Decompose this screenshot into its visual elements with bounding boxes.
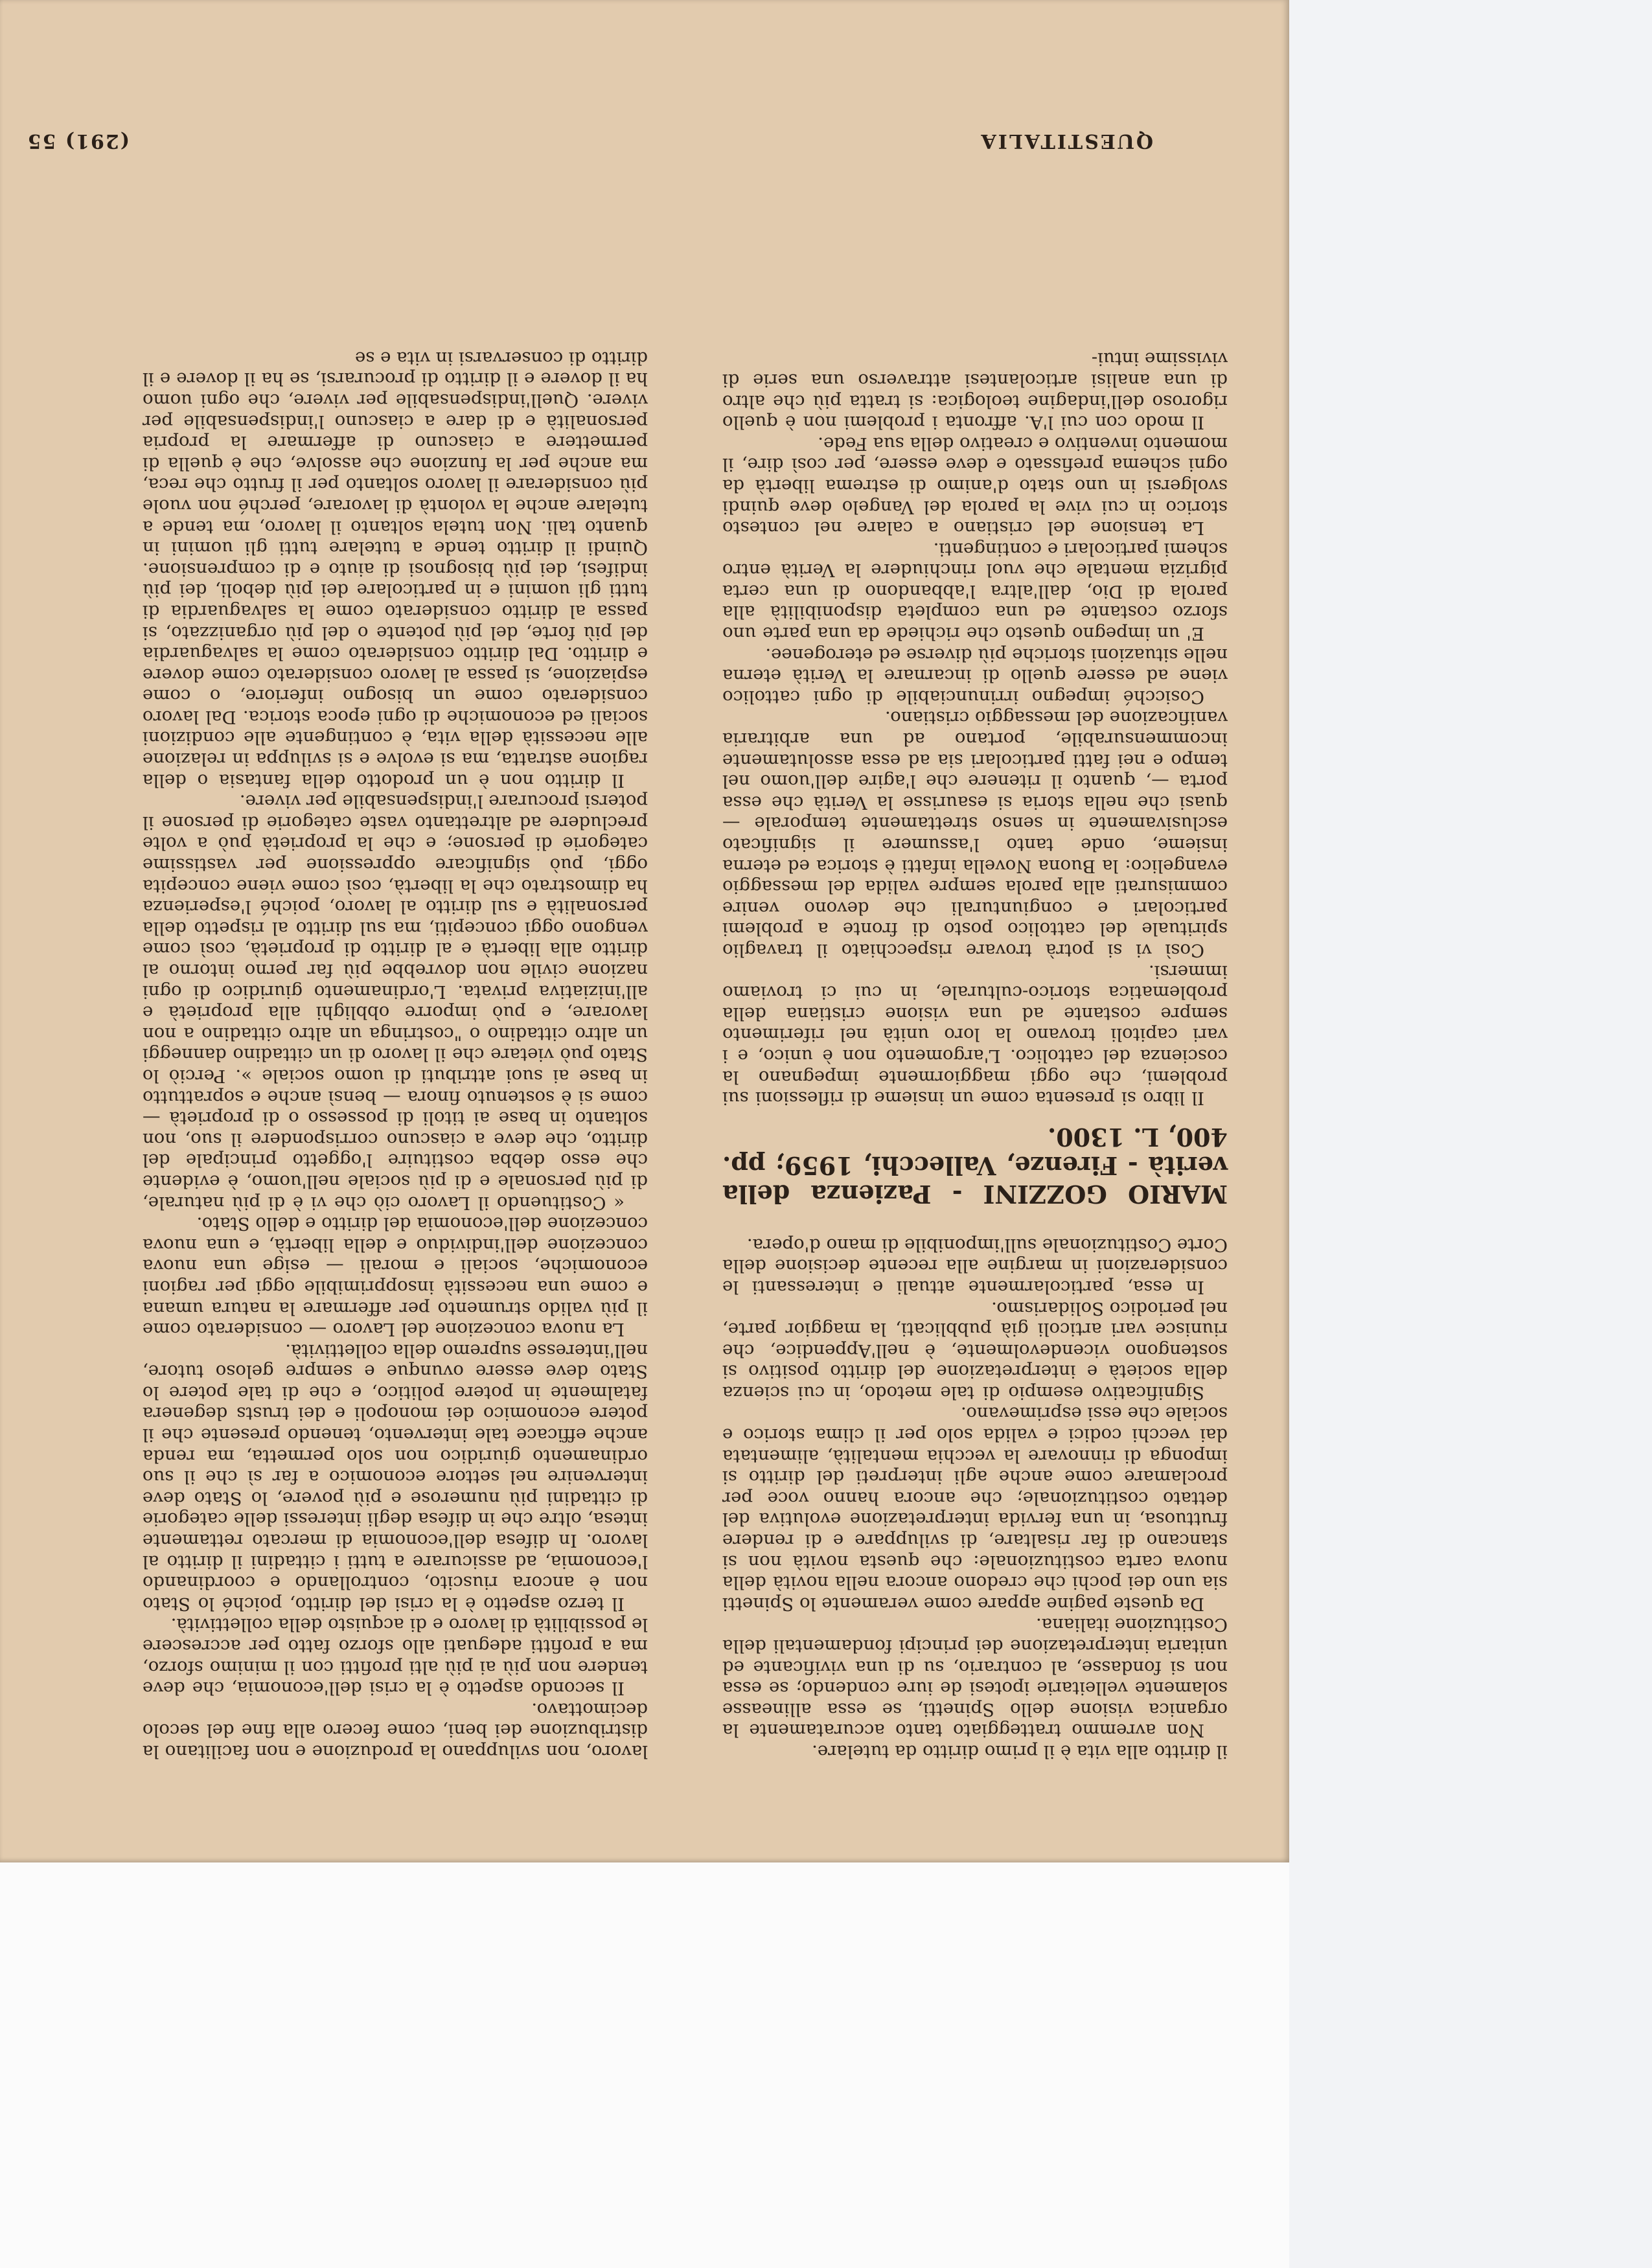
paragraph: « Costituendo il Lavoro ciò che vi è di più naturale, di più personale e di più sociale nell'uomo, è evidente che esso debba costituire l'oggetto principale del diritto, che deve a ciascuno corrispondere il suo, non soltanto in base ai titoli di possesso o di proprietà — come si è sostenuto finora — bensì anche e soprattutto in base ai suoi attributi di uomo sociale ». Perciò lo Stato può vietare che il lavoro di un cittadino danneggi un altro cittadino o "costringa un altro cittadino a non lavorare, e può imporre obblighi alla proprietà e all'iniziativa privata. L'ordinamento giuridico di ogni nazione civile non dovrebbe più far perno intorno al diritto alla libertà e al diritto di proprietà, così come vengono oggi concepiti, ma sul diritto al rispetto della personalità e sul diritto al lavoro, poiché l'esperienza ha dimostrato che la libertà, così come viene concepita oggi, può significare oppressione per vastissime categorie di persone; e che la proprietà può a volte precludere ad altrettanto vaste categorie di persone il potersi procurare l'indispensabile per vivere.: [143, 791, 648, 1213]
paragraph: Significativo esempio di tale metodo, in cui scienza della società e interpretazione del diritto positivo si sostengono vicendevolmente, è nell'Appendice, che riunisce vari articoli già pubblicati, la maggior parte, nel periodico Solidarismo.: [722, 1298, 1228, 1403]
paragraph: Non avremmo tratteggiato tanto accuratamente la organica visione dello Spinetti, se essa allineasse solamente velleitarie ipotesi de iure condendo; se essa non si fondasse, al contrario, su di una vivificante ed unitaria interpretazione dei principi fondamentali della Costituzione italiana.: [722, 1614, 1228, 1741]
paragraph: Il diritto non è un prodotto della fantasia o della ragione astratta, ma si evolve e si sviluppa in relazione alle necessità della vita, è contingente alle condizioni sociali ed economiche di ogni epoca storica. Dal lavoro considerato come un bisogno inferiore, o come espiazione, si passa al lavoro considerato come dovere e diritto. Dal diritto considerato come la salvaguardia del più forte, del più potente o del più organizzato, si passa al diritto considerato come la salvaguardia di tutti gli uomini e in particolare dei più deboli, dei più indifesi, dei più bisognosi di aiuto e di comprensione. Quindi il diritto tende a tutelare tutti gli uomini in quanto tali. Non tutela soltanto il lavoro, ma tende a tutelare anche la volontà di lavorare, perché non vuole più considerare il lavoro soltanto per il frutto che reca, ma anche per la funzione che assolve, che è quella di permettere a ciascuno di affermare la propria personalità e di dare a ciascuno l'indispensabile per vivere. Quell'indispensabile per vivere, che ogni uomo ha il dovere e il diritto di procurarsi, se ha il dovere e il diritto di conservarsi in vita e se: [143, 347, 648, 791]
paragraph: In essa, particolarmente attuali e interessanti le considerazioni in margine alla recente decisione della Corte Costituzionale sull'imponibile di mano d'opera.: [722, 1234, 1228, 1298]
paragraph: Il libro si presenta come un insieme di riflessioni sui problemi, che oggi maggiormente impegnano la coscienza del cattolico. L'argomento non è unico, e i vari capitoli trovano la loro unità nel riferimento sempre costante ad una visione cristiana della problematica storico-culturale, in cui ci troviamo immersi.: [722, 961, 1228, 1109]
journal-title: QUESTITALIA: [979, 130, 1153, 152]
paragraph: Cosicché impegno irrinunciabile di ogni cattolico viene ad essere quello di incarnare la Verità eterna nelle situazioni storiche più diverse ed eterogenee.: [722, 644, 1228, 707]
paragraph: E' un impegno questo che richiede da una parte uno sforzo costante ed una completa disponibilità alla parola di Dio, dall'altra l'abbandono di una certa pigrizia mentale che vuol rinchiudere la Verità entro schemi particolari e contingenti.: [722, 538, 1228, 645]
scanner-margin-right: [1289, 0, 1652, 2268]
paragraph: Il modo con cui l'A. affronta i problemi non è quello rigoroso dell'indagine teologica: si tratta più che altro di una analisi articolantesi attraverso una serie di vivissime intui-: [722, 349, 1228, 433]
paragraph: il diritto alla vita è il primo diritto da tutelare.: [812, 1741, 1228, 1762]
text-column-right: [722, 349, 1228, 1762]
page-number: (291) 55: [26, 130, 130, 152]
text-column-left: [143, 347, 648, 1762]
paragraph: Da queste pagine appare come veramente lo Spinetti sia uno dei pochi che credono ancora nella novità della nuova carta costituzionale: che questa novità non si stancano di far risaltare, di sviluppare e di rendere fruttuosa, in una fervida interpretazione evolutiva del dettato costituzionale; che ancora hanno voce per proclamare come anche agli interpreti del diritto si imponga di rinnovare la vecchia mentalità, alimentata dai vecchi codici e valida solo per il clima storico e sociale che essi esprimevano.: [722, 1403, 1228, 1614]
scanner-margin-bottom: [0, 1862, 1289, 2268]
paragraph: Il secondo aspetto è la crisi dell'economia, che deve tendere non più ai più alti profitti con il minimo sforzo, ma a profitti adeguati allo sforzo fatto per accrescere le possibilità di lavoro e di acquisto della collettività.: [143, 1614, 648, 1699]
paragraph: La tensione del cristiano a calare nel contesto storico in cui vive la parola del Vangelo deve quindi svolgersi in uno stato d'animo di estrema libertà da ogni schema prefissato e deve essere, per così dire, il momento inventivo e creativo della sua Fede.: [722, 433, 1228, 539]
paragraph: Così vi si potrà trovare rispecchiato il travaglio spirituale del cattolico posto di fronte a problemi particolari e congiunturali che devono venire commisurati alla parola sempre valida del messaggio evangelico: la Buona Novella infatti è storica ed eterna insieme, onde tanto l'assumere il significato esclusivamente in senso strettamente temporale — quasi che nella storia si esaurisse la Verità che essa porta —, quanto il ritenere che l'agire dell'uomo nel tempo e nei fatti particolari sia ad essa assolutamente incommensurabile, portano ad una arbitraria vanificazione del messaggio cristiano.: [722, 707, 1228, 961]
paragraph: Il terzo aspetto è la crisi del diritto, poiché lo Stato non è ancora riuscito, controllando e coordinando l'economia, ad assicurare a tutti i cittadini il diritto al lavoro. In difesa dell'economia di mercato rettamente intesa, oltre che in difesa degli interessi delle categorie di cittadini più numerose e più povere, lo Stato deve intervenire nel settore economico a far sì che il suo ordinamento giuridico non solo permetta, ma renda anche efficace tale intervento, tenendo presente che il potere economico dei monopoli e dei trusts degenera fatalmente in potere politico, e che di tale potere lo Stato deve essere ovunque e sempre geloso tutore, nell'interesse supremo della collettività.: [143, 1340, 648, 1614]
book-review-heading: MARIO GOZZINI - Pazienza della verità - Firenze, Vallecchi, 1959; pp. 400, L. 1300.: [722, 1123, 1228, 1209]
paragraph: lavoro, non sviluppano la produzione e non facilitano la distribuzione dei beni, come fecero alla fine del secolo decimottavo.: [143, 1699, 648, 1762]
paragraph: La nuova concezione del Lavoro — considerato come il più valido strumento per affermare la natura umana e come una necessità insopprimibile oggi per ragioni economiche, sociali e morali — esige una nuova concezione dell'individuo e della libertà, e una nuova concezione dell'economia del diritto e dello Stato.: [143, 1213, 648, 1340]
